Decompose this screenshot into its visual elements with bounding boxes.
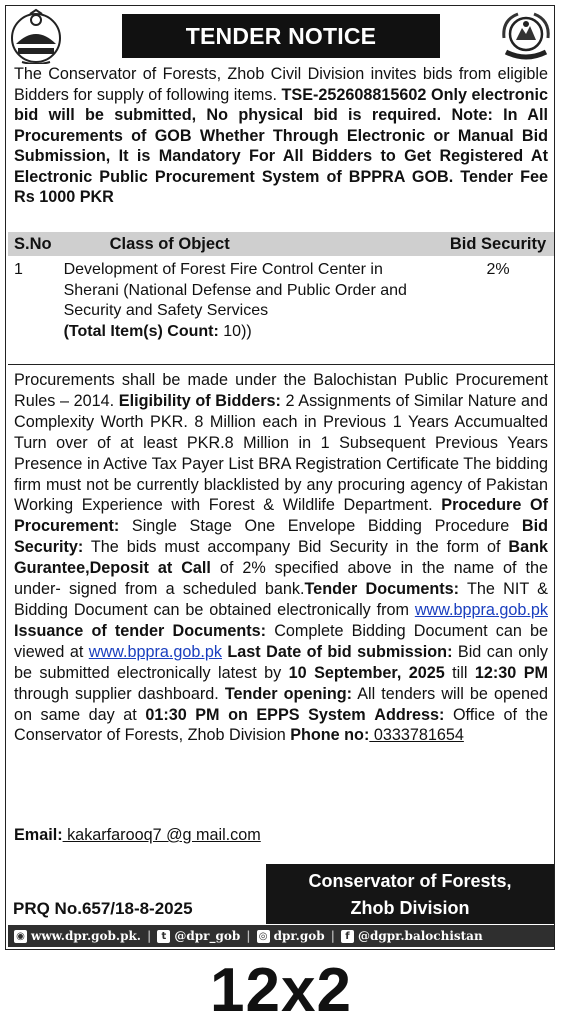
col-header-security: Bid Security [442,232,554,256]
phone-number[interactable]: 0333781654 [369,726,464,745]
object-description: Development of Forest Fire Control Center in Sherani (National Defense and Public Order and Security and Safety Services [63,261,407,319]
prq-number: PRQ No.657/18-8-2025 [13,899,193,918]
instagram-icon: ◎ [257,930,270,943]
body-text: The NIT & Bidding Document can be obtained electronically from [14,580,548,619]
body-text: Procurements shall be made under the Balochistan Public Procurement Rules – 2014. [14,371,548,410]
address-heading: Address: [374,705,445,724]
facebook-text: @dgpr.balochistan [357,929,483,943]
phone-heading: Phone no: [290,726,370,745]
tender-documents-heading: Tender Documents: [304,580,460,599]
footer-website[interactable] [14,929,141,943]
body-text: Complete Bidding Document can be viewed at [14,621,548,661]
item-count-value: 10)) [218,322,252,340]
cell-object [58,256,442,346]
body-text: Office of the Conservator of Forests, Zhob Division [14,705,549,745]
items-table [8,232,554,346]
footer-bar [8,925,554,947]
intro-bold-text: TSE-252608815602 Only electronic bid will be submitted, No physical bid is required. Note: In All Procurements of GOB Whether Through Electronic or Manual Bid Submission, It is Mandatory For All Bidders to Get Registered At Electronic Public Procurement System of BPPRA GOB. Tender Fee Rs 1000 PKR [14,85,548,206]
body-text [366,706,375,724]
intro-paragraph [14,64,548,208]
deadline-time: 12:30 PM [474,663,548,682]
footer-facebook[interactable] [341,929,483,943]
email-address[interactable]: kakarfarooq7 @g mail.com [62,826,261,844]
signature-division: Zhob Division [350,898,470,918]
divider: | [246,929,251,943]
cell-sno: 1 [14,261,23,278]
cell-security: 2% [486,261,510,278]
body-text: of 2% specified above in the name of the under- signed from a scheduled bank. [14,559,549,599]
body-text: The bids must accompany Bid Security in the form of [83,538,509,557]
facebook-icon: f [341,930,354,943]
instagram-text: dpr.gob [273,929,325,943]
balochistan-emblem-icon [8,8,64,64]
body-paragraph [14,370,548,746]
bppra-link[interactable]: www.bppra.gob.pk [88,642,222,661]
twitter-text: @dpr_gob [174,929,241,943]
email-label: Email: [14,826,63,844]
divider: | [330,929,335,943]
page-title: TENDER NOTICE [122,14,440,58]
table-header-row [8,232,554,256]
table-row [8,256,554,346]
bank-guarantee-text: Bank Gurantee,Deposit at Call [14,538,548,578]
body-text: through supplier dashboard. [14,684,225,703]
item-count-label: (Total Item(s) Count: [63,322,219,340]
body-text: Single Stage One Envelope Bidding Procedure [119,517,522,536]
bppra-link[interactable]: www.bppra.gob.pk [414,600,548,619]
col-header-object: Class of Object [58,232,442,256]
procedure-heading: Procedure Of Procurement: [14,496,548,536]
body-text: 2 Assignments of Similar Nature and Complexity Worth PKR. 8 Million each in Previous 1 Years Accumualted Turn over of at least PKR.8 Million in 1 Subsequent Previous Years Presence in Active Tax Payer List BRA Registration Certificate The bidding firm must not be currently blacklisted by any procuring agency of Pakistan Working Experience with Forest & Wildlife Department. [14,391,548,515]
eligibility-heading: Eligibility of Bidders: [118,391,281,410]
globe-icon: ◉ [14,930,27,943]
signature-title: Conservator of Forests, [308,871,512,891]
email-line [14,826,261,845]
divider [8,364,554,365]
body-text: All tenders will be opened on same day at [14,684,548,724]
footer-twitter[interactable] [157,929,240,943]
twitter-icon: t [157,930,170,943]
tender-opening-heading: Tender opening: [224,684,353,703]
signature-block [266,864,554,924]
body-text: Bid can only be submitted electronically latest by [14,642,548,682]
divider: | [147,929,152,943]
opening-time: 01:30 PM on EPPS System [145,705,366,724]
forest-department-emblem-icon [498,8,554,64]
ad-size-label: 12x2 [210,956,352,1025]
deadline-date: 10 September, 2025 [288,663,445,682]
issuance-heading: Issuance of tender Documents: [14,621,267,640]
bid-security-heading: Bid Security: [14,517,548,557]
col-header-sno: S.No [8,232,58,256]
last-date-heading: Last Date of bid submission: [221,642,453,661]
intro-text: The Conservator of Forests, Zhob Civil Division invites bids from eligible Bidders for supply of following items. [14,65,548,104]
footer-instagram[interactable] [257,929,325,943]
website-text: www.dpr.gob.pk. [31,929,141,943]
body-text: till [444,663,475,682]
